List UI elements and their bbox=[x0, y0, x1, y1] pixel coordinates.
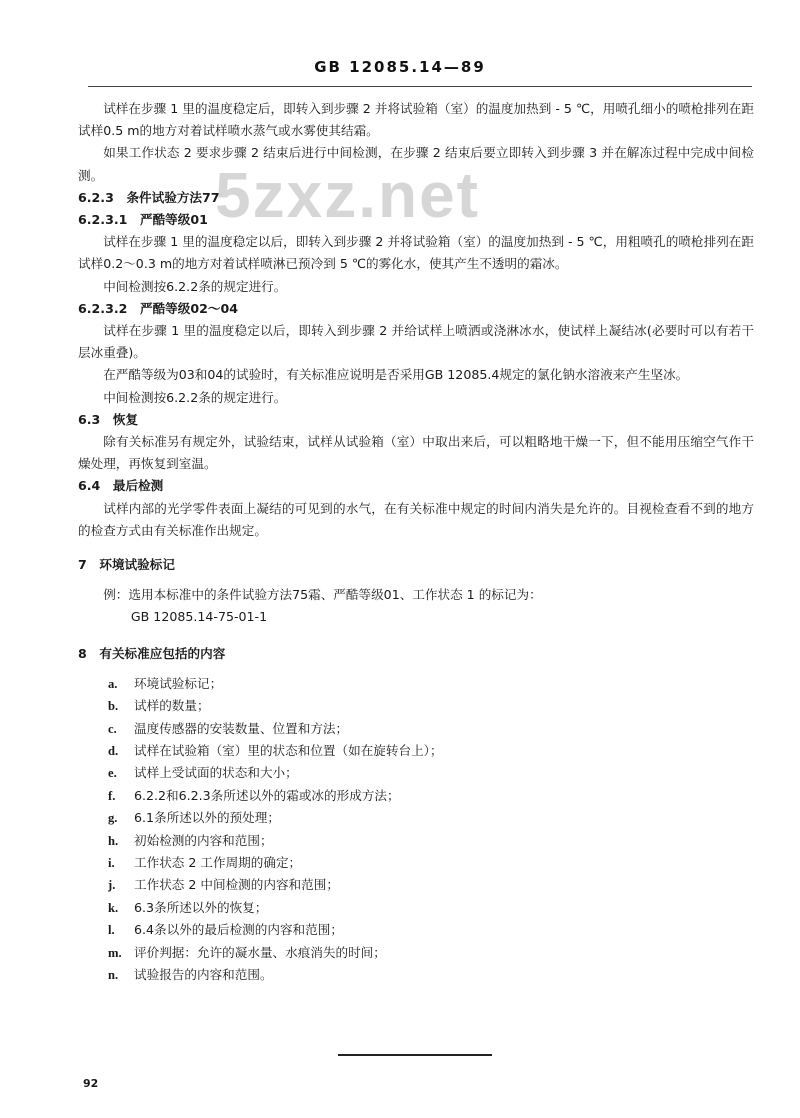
list-marker: n. bbox=[108, 967, 119, 982]
clause-heading-6-4: 6.4 最后检测 bbox=[78, 478, 164, 494]
list-marker: h. bbox=[108, 833, 119, 848]
clause-heading-6-2-3-2: 6.2.3.2 严酷等级02～04 bbox=[78, 300, 239, 316]
page-header-title: GB 12085.14—89 bbox=[314, 58, 486, 76]
list-marker: k. bbox=[108, 900, 119, 915]
list-item bbox=[78, 673, 754, 695]
list-item bbox=[78, 830, 754, 852]
list-marker: d. bbox=[108, 744, 119, 759]
list-item bbox=[78, 964, 754, 986]
list-item-text: 试样在试验箱（室）里的状态和位置（如在旋转台上）； bbox=[134, 743, 443, 759]
paragraph: 除有关标准另有规定外，试验结束，试样从试验箱（室）中取出来后，可以粗略地干燥一下，但不能用压缩空气作干燥处理，再恢复到室温。 bbox=[78, 434, 754, 472]
list-item-text: 工作状态 2 中间检测的内容和范围； bbox=[134, 877, 339, 893]
list-item-text: 6.1条所述以外的预处理； bbox=[134, 810, 280, 826]
paragraph: 中间检测按6.2.2条的规定进行。 bbox=[103, 389, 287, 405]
document-body bbox=[78, 98, 754, 986]
paragraph: 在严酷等级为03和04的试验时，有关标准应说明是否采用GB 12085.4规定的氯化钠水溶液来产生坚冰。 bbox=[103, 367, 689, 383]
list-item-text: 试样的数量； bbox=[134, 698, 210, 714]
list-item-text: 6.3条所述以外的恢复； bbox=[134, 899, 268, 915]
list-marker: e. bbox=[108, 766, 117, 781]
footer-rule bbox=[338, 1054, 492, 1056]
paragraph: 如果工作状态 2 要求步骤 2 结束后进行中间检测，在步骤 2 结束后要立即转入到步骤 3 并在解冻过程中完成中间检测。 bbox=[78, 145, 754, 183]
list-marker: i. bbox=[108, 856, 115, 870]
list-item-text: 环境试验标记； bbox=[134, 675, 223, 691]
list-item bbox=[78, 942, 754, 964]
paragraph: 试样在步骤 1 里的温度稳定以后，即转入到步骤 2 并将试验箱（室）的温度加热到 - 5 ℃，用粗喷孔的喷枪排列在距试样0.2～0.3 m的地方对着试样喷淋已预冷到 5 ℃的雾化水，使其产生不透明的霜冰。 bbox=[78, 234, 754, 272]
list-marker: b. bbox=[108, 699, 119, 714]
marking-example: 例：选用本标准中的条件试验方法75霜、严酷等级01、工作状态 1 的标记为： bbox=[103, 587, 542, 603]
clause-heading-6-2-3: 6.2.3 条件试验方法77 bbox=[78, 189, 220, 205]
clause-heading-6-3: 6.3 恢复 bbox=[78, 411, 139, 427]
list-item-text: 6.4条以外的最后检测的内容和范围； bbox=[134, 922, 343, 938]
list-item bbox=[78, 762, 754, 784]
list-marker: g. bbox=[108, 811, 118, 826]
section-heading-7: 7 环境试验标记 bbox=[78, 557, 175, 573]
page-number: 92 bbox=[83, 1077, 99, 1090]
list-marker: j. bbox=[108, 878, 116, 893]
list-item-text: 温度传感器的安装数量、位置和方法； bbox=[134, 720, 349, 736]
paragraph: 试样在步骤 1 里的温度稳定以后，即转入到步骤 2 并给试样上喷洒或浇淋冰水，使试样上凝结冰(必要时可以有若干层冰重叠)。 bbox=[78, 323, 754, 361]
paragraph: 试样在步骤 1 里的温度稳定后，即转入到步骤 2 并将试验箱（室）的温度加热到 - 5 ℃，用喷孔细小的喷枪排列在距试样0.5 m的地方对着试样喷水蒸气或水雾使其结霜。 bbox=[78, 101, 754, 139]
list-marker: m. bbox=[108, 945, 122, 960]
list-item-text: 初始检测的内容和范围； bbox=[134, 832, 273, 848]
section-heading-8: 8 有关标准应包括的内容 bbox=[78, 645, 226, 661]
list-item-text: 6.2.2和6.2.3条所述以外的霜或冰的形成方法； bbox=[134, 787, 400, 803]
list-item-text: 试样上受试面的状态和大小； bbox=[134, 765, 298, 781]
list-item-text: 试验报告的内容和范围。 bbox=[134, 966, 273, 982]
list-item bbox=[78, 695, 754, 717]
list-marker: l. bbox=[108, 923, 115, 938]
list-marker: c. bbox=[108, 721, 117, 736]
list-item bbox=[78, 874, 754, 896]
clause-heading-6-2-3-1: 6.2.3.1 严酷等级01 bbox=[78, 212, 208, 228]
header-rule bbox=[88, 86, 752, 87]
paragraph: 中间检测按6.2.2条的规定进行。 bbox=[103, 278, 287, 294]
content-requirements-list bbox=[78, 673, 754, 986]
list-marker: a. bbox=[108, 676, 118, 691]
list-item bbox=[78, 897, 754, 919]
list-item bbox=[78, 919, 754, 941]
list-item bbox=[78, 852, 754, 874]
list-item bbox=[78, 785, 754, 807]
list-item bbox=[78, 718, 754, 740]
list-item bbox=[78, 740, 754, 762]
list-item-text: 评价判据：允许的凝水量、水痕消失的时间； bbox=[134, 944, 386, 960]
marking-code: GB 12085.14-75-01-1 bbox=[130, 609, 268, 625]
list-item bbox=[78, 807, 754, 829]
list-marker: f. bbox=[108, 788, 116, 803]
paragraph: 试样内部的光学零件表面上凝结的可见到的水气，在有关标准中规定的时间内消失是允许的。目视检查看不到的地方的检查方式由有关标准作出规定。 bbox=[78, 500, 754, 538]
list-item-text: 工作状态 2 工作周期的确定； bbox=[134, 855, 302, 870]
watermark: 5zxz.net bbox=[215, 159, 480, 231]
